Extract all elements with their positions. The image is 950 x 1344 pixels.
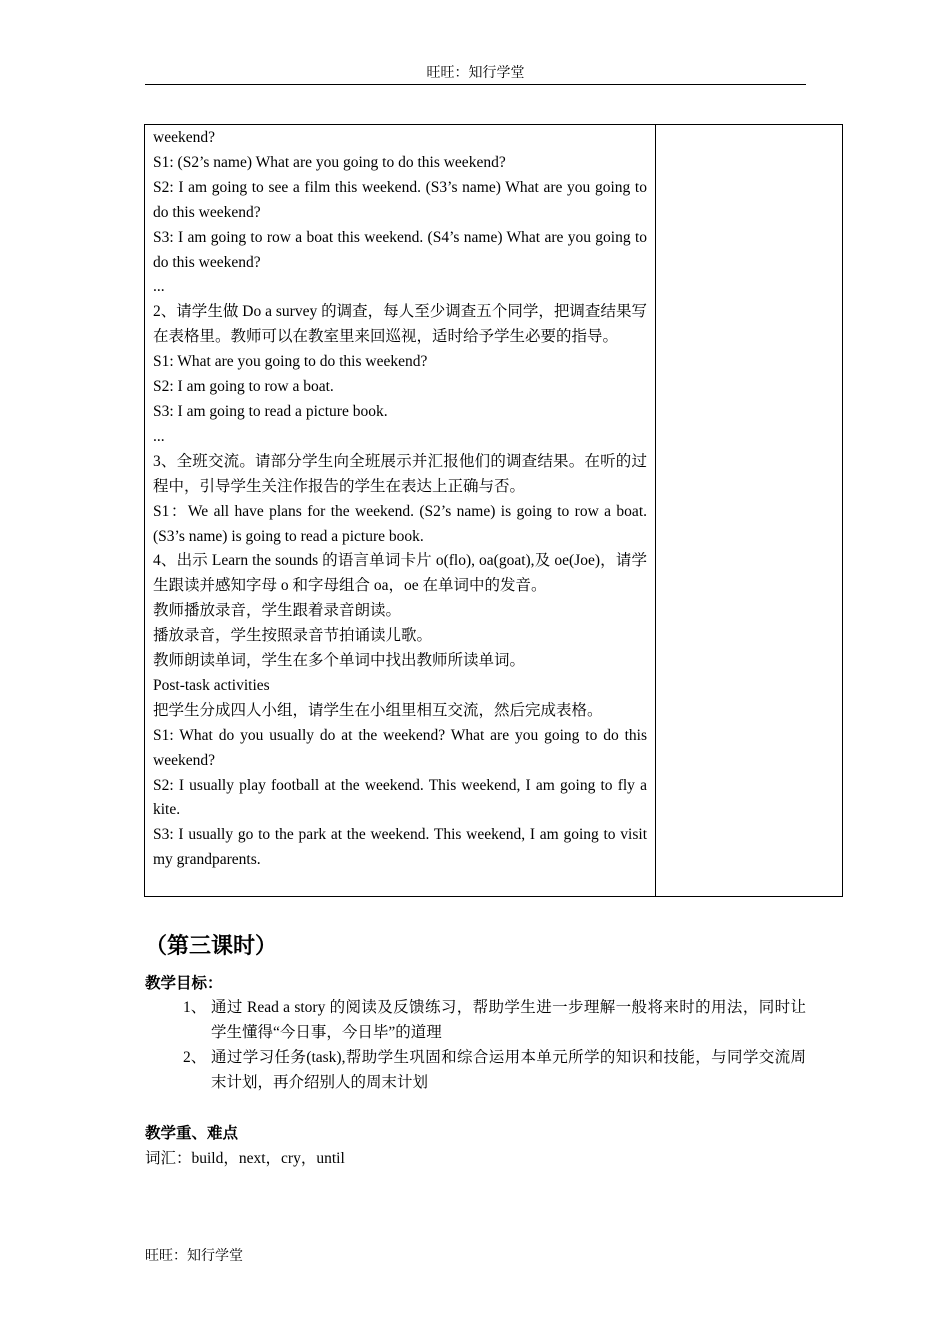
vocabulary-line: 词汇：build，next，cry，until: [145, 1150, 345, 1167]
table-line: ...: [153, 278, 165, 296]
table-line: 把学生分成四人小组，请学生在小组里相互交流，然后完成表格。: [153, 701, 603, 719]
objectives-list: [145, 996, 806, 1096]
table-line: S1: What do you usually do at the weekend? What are you going to do this weekend?: [153, 726, 647, 769]
table-line: 播放录音，学生按照录音节拍诵读儿歌。: [153, 627, 433, 645]
section-title: （第三课时）: [145, 933, 278, 958]
table-line: S3: I am going to row a boat this weekend. (S4’s name) What are you going to do this weekend?: [153, 228, 647, 271]
table-line: ...: [153, 427, 165, 445]
table-line: S2: I am going to see a film this weekend. (S3’s name) What are you going to do this weekend?: [153, 178, 647, 221]
table-line: S1: (S2’s name) What are you going to do this weekend?: [153, 153, 506, 171]
key-points-label: 教学重、难点: [145, 1125, 239, 1142]
table-line: S1: What are you going to do this weekend?: [153, 353, 428, 371]
table-line: 教师朗读单词，学生在多个单词中找出教师所读单词。: [153, 652, 526, 670]
table-line: S3: I usually go to the park at the weekend. This weekend, I am going to visit my grandparents.: [153, 826, 647, 869]
table-line: 2、请学生做 Do a survey 的调查，每人至少调查五个同学，把调查结果写在表格里。教师可以在教室里来回巡视，适时给予学生必要的指导。: [153, 303, 647, 346]
table-line: 3、全班交流。请部分学生向全班展示并汇报他们的调查结果。在听的过程中，引导学生关注作报告的学生在表达上正确与否。: [153, 452, 647, 495]
table-line: S3: I am going to read a picture book.: [153, 402, 388, 420]
page-header: 旺旺：知行学堂: [426, 66, 525, 81]
page-footer: 旺旺：知行学堂: [145, 1249, 243, 1264]
list-number: 1、: [183, 999, 207, 1016]
list-item: [145, 1046, 806, 1096]
table-line: 4、出示 Learn the sounds 的语言单词卡片 o(flo), oa(goat),及 oe(Joe)，请学生跟读并感知字母 o 和字母组合 oa，oe 在单词中的发音。: [153, 552, 647, 595]
list-text: 通过 Read a story 的阅读及反馈练习，帮助学生进一步理解一般将来时的用法，同时让学生懂得“今日事，今日毕”的道理: [211, 999, 806, 1041]
lesson-table: [144, 124, 843, 897]
table-line: Post-task activities: [153, 676, 270, 694]
list-item: [145, 996, 806, 1046]
table-line: S1：We all have plans for the weekend. (S2’s name) is going to row a boat. (S3’s name) is going to read a picture book.: [153, 502, 647, 545]
lesson-steps-cell: [145, 125, 656, 896]
table-line: S2: I am going to row a boat.: [153, 378, 334, 396]
list-number: 2、: [183, 1048, 207, 1066]
list-text: 通过学习任务(task),帮助学生巩固和综合运用本单元所学的知识和技能，与同学交流周末计划，再介绍别人的周末计划: [211, 1048, 806, 1091]
header-rule: [145, 84, 806, 85]
table-line: 教师播放录音，学生跟着录音朗读。: [153, 602, 402, 620]
table-line: weekend?: [153, 129, 215, 146]
table-line: S2: I usually play football at the weekend. This weekend, I am going to fly a kite.: [153, 776, 647, 819]
objectives-label: 教学目标：: [145, 975, 223, 992]
